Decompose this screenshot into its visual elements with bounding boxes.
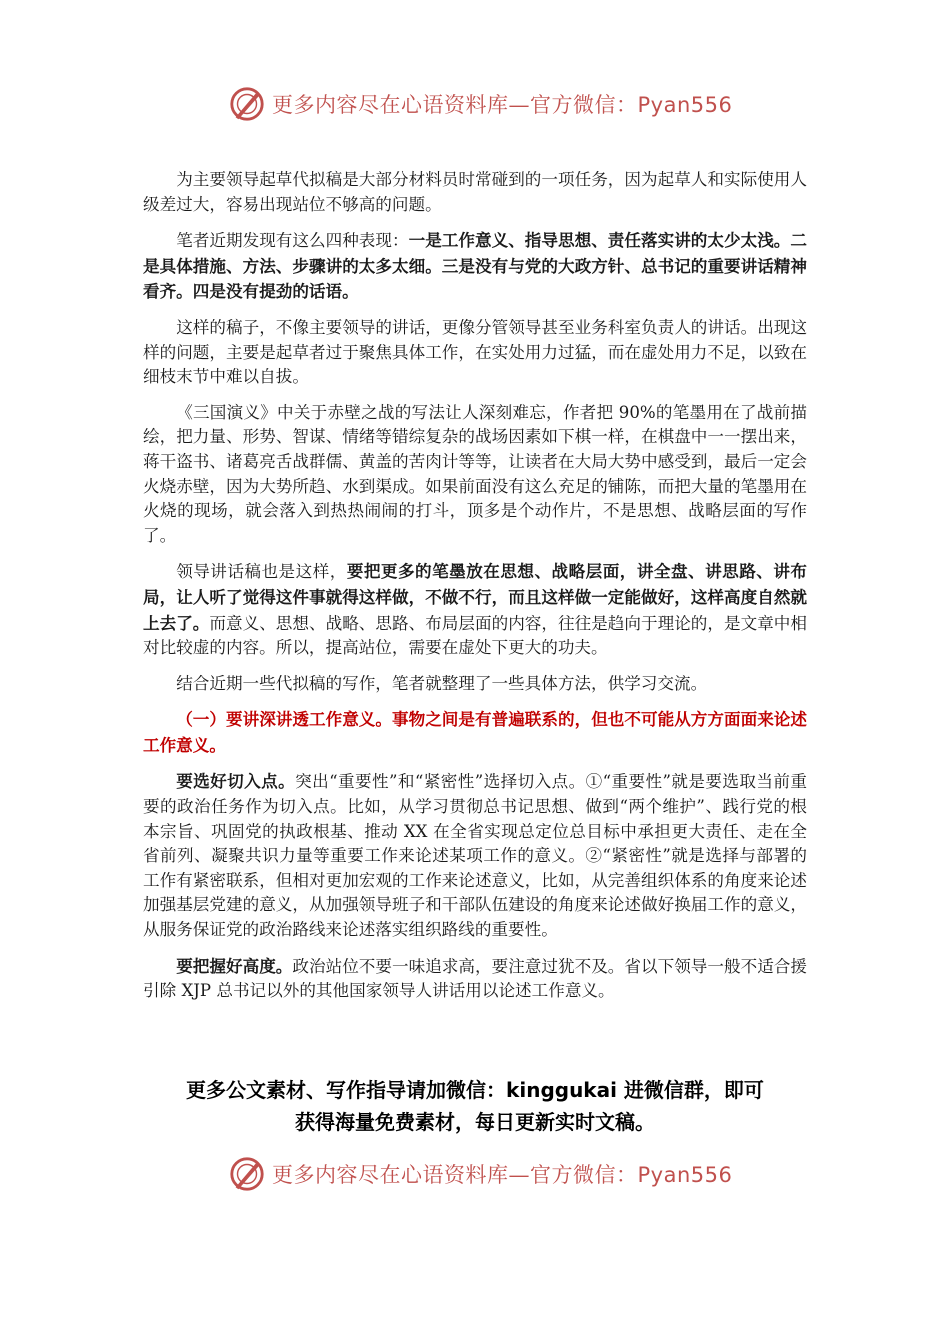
red-heading-text: （一）要讲深讲透工作意义。事物之间是有普遍联系的，但也不可能从方方面面来论述工作意义。 [143, 709, 807, 755]
banner-text: 更多内容尽在心语资料库—官方微信： [272, 1163, 638, 1187]
paragraph [143, 769, 807, 942]
paragraph [143, 228, 807, 305]
banner-wechat-id: Pyan556 [637, 1163, 733, 1187]
body-text: 结合近期一些代拟稿的写作，笔者就整理了一些具体方法，供学习交流。 [176, 673, 708, 693]
pen-logo-icon [228, 1155, 266, 1193]
footer-banner [228, 1152, 748, 1196]
body-text: 领导讲话稿也是这样， [176, 562, 347, 582]
bold-text: 要把更多的笔墨放在思想、战略层面，讲全盘、讲思路、讲布局，让人听了觉得这件事就得这样做，不做不行，而且这样做一定能做好，这样高度自然就上去了。 [143, 561, 808, 633]
bold-text: 要把握好高度。 [176, 955, 293, 976]
paragraph [143, 168, 807, 217]
footer-note [100, 1074, 850, 1138]
bold-text: 一是工作意义、指导思想、责任落实讲的太少太浅。二是具体措施、方法、步骤讲的太多太细。三是没有与党的大政方针、总书记的重要讲话精神看齐。四是没有提劲的话语。 [143, 230, 807, 302]
paragraph [143, 707, 807, 758]
paragraph [143, 954, 807, 1004]
header-banner [228, 82, 748, 126]
pen-logo-icon [228, 85, 266, 123]
paragraph [143, 316, 807, 390]
body-text: 这样的稿子，不像主要领导的讲话，更像分管领导甚至业务科室负责人的讲话。出现这样的问题，主要是起草者过于聚焦具体工作，在实处用力过猛，而在虚处用力不足，以致在细枝末节中难以自拔。 [143, 317, 807, 387]
bold-text: 要选好切入点。 [176, 771, 296, 792]
banner-text: 更多内容尽在心语资料库—官方微信： [272, 93, 638, 117]
body-text: 政治站位不要一味追求高，要注意过犹不及。省以下领导一般不适合援引除 XJP 总书记以外的其他国家领导人讲话用以论述工作意义。 [143, 956, 807, 1001]
body-text: 《三国演义》中关于赤壁之战的写法让人深刻难忘，作者把 90%的笔墨用在了战前描绘，把力量、形势、智谋、情绪等错综复杂的战场因素如下棋一样，在棋盘中一一摆出来，蒋干盗书、诸葛亮舌战群儒、黄盖的苦肉计等等，让读者在大局大势中感受到，最后一定会火烧赤壁，因为大势所趋、水到渠成。如果前面没有这么充足的铺陈，而把大量的笔墨用在火烧的现场，就会落入到热热闹闹的打斗，顶多是个动作片，不是思想、战略层面的写作了。 [143, 402, 807, 545]
body-text: 突出“重要性”和“紧密性”选择切入点。①“重要性”就是要选取当前重要的政治任务作为切入点。比如，从学习贯彻总书记思想、做到“两个维护”、践行党的根本宗旨、巩固党的执政根基、推动 XX 在全省实现总定位总目标中承担更大责任、走在全省前列、凝聚共识力量等重要工作来论述某项工作的意义。②“紧密性”就是选择与部署的工作有紧密联系，但相对更加宏观的工作来论述意义，比如，从完善组织体系的角度来论述加强基层党建的意义，从加强领导班子和干部队伍建设的角度来论述做好换届工作的意义，从服务保证党的政治路线来论述落实组织路线的重要性。 [143, 772, 807, 940]
paragraph [143, 672, 807, 697]
document-body [143, 168, 807, 1015]
footer-note-line-1: 更多公文素材、写作指导请加微信：kinggukai 进微信群，即可 [186, 1078, 764, 1102]
footer-note-line-2: 获得海量免费素材，每日更新实时文稿。 [295, 1110, 655, 1134]
banner-wechat-id: Pyan556 [637, 93, 733, 117]
paragraph [143, 559, 807, 660]
body-text: 而意义、思想、战略、思路、布局层面的内容，往往是趋向于理论的，是文章中相对比较虚的内容。所以，提高站位，需要在虚处下更大的功夫。 [143, 613, 808, 658]
body-text: 笔者近期发现有这么四种表现： [176, 231, 409, 251]
body-text: 为主要领导起草代拟稿是大部分材料员时常碰到的一项任务，因为起草人和实际使用人级差过大，容易出现站位不够高的问题。 [143, 170, 807, 214]
paragraph [143, 401, 807, 549]
